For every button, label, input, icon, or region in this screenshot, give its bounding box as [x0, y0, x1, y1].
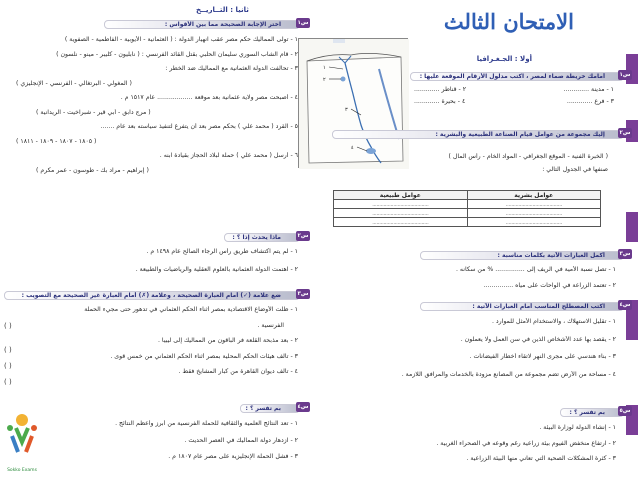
question-badge: س٥ [619, 408, 631, 414]
history-q4-item: ١ - تعد النتائج العلمية والثقافية للحملة الفرنسية من أبرز وأعظم النتائج . [115, 420, 298, 427]
q3-item: ٢ - تعتمد الزراعة في الواحات على مياه ............... [483, 281, 616, 289]
question-badge: س١ [297, 20, 309, 26]
q4-item: ٢ - يقصد بها عدد الأشخاص الذين في سن العمل ولا يعملون . [460, 335, 616, 343]
question-badge: س٤ [619, 302, 631, 308]
history-q3-item: ٢ - بعد مذبحة القلعة فر الباقون من المماليك إلى ليبيا . [158, 337, 298, 344]
question-bar: اختر الإجابة الصحيحة مما بين الأقواس : [104, 20, 300, 29]
map-label: ٢ [323, 77, 326, 83]
classification-table [333, 190, 601, 227]
map-label: ٣ [345, 107, 348, 113]
egypt-map-svg [299, 39, 409, 169]
history-q4-item: ٣ - فشل الحملة الإنجليزية على مصر عام ١٨٠٧ م . [168, 453, 298, 460]
history-q1-item: ( ١٨٠٥ - ١٨٠٧ - ١٨٠٩ - ١٨١١ ) [16, 137, 97, 145]
part2-heading: ثانيا : التــاريــخ [196, 6, 249, 14]
question-badge: س٣ [297, 291, 309, 297]
map-label: ١ [323, 65, 326, 71]
history-q4-items [44, 420, 298, 461]
logo-text: Sokko Exams [7, 468, 37, 473]
table-cell[interactable]: ........................................ [334, 209, 468, 218]
question-bar: أكمل العبارات الآتية بكلمات مناسبة : [420, 251, 624, 260]
part1-heading: أولا : الجـغـرافيا [476, 55, 532, 63]
q3-items [332, 266, 616, 289]
q4-item: ٤ - مساحة من الأرض تضم مجموعة من المصانع مزودة بالخدمات والمرافق اللازمة . [401, 370, 616, 378]
logo-icon [2, 408, 42, 464]
question-bar: ماذا يحدث إذا ؟ : [224, 233, 300, 242]
q3-item: ١ - تصل نسبة الأمية في الريف إلى ............... % من سكانه . [455, 266, 616, 273]
q2-line: ( الخبرة الفنية - الموقع الجغرافي - المواد الخام - رأس المال ) [448, 153, 608, 160]
table-header: عوامل بشرية [467, 191, 601, 200]
history-q2-item: ١ - لم يتم اكتشاف طريق رأس الرجاء الصالح عام ١٤٩٨ م . [146, 248, 298, 255]
history-q1-items [6, 36, 298, 174]
question-bar: إليك مجموعة من عوامل قيام الصناعة الطبيعية والبشرية : [332, 130, 624, 139]
q1-items [414, 86, 614, 105]
table-cell[interactable]: ........................................ [334, 218, 468, 227]
history-q1-item: ١ - تولى المماليك حكم مصر عقب انهيار الدولة : ( العثمانية - الأيوبية - الفاطمية - الصفوية ) [64, 36, 298, 43]
table-header: عوامل طبيعية [334, 191, 468, 200]
history-q1-item: ٦ - أرسل ( محمد علي ) حملة لبلاد الحجاز بقيادة ابنه . [159, 152, 298, 159]
question-bar: أمامك خريطة صماء لمصر ، اكتب مدلول الأرقام الموقعة عليها : [410, 72, 624, 81]
history-q1-item: ٣ - تحالفت الدولة العثمانية مع المماليك ضد الخطر : [165, 65, 298, 72]
table-cell[interactable]: ........................................ [467, 200, 601, 209]
q1-row: ١ - مدينة ............. ٢ - قناطر ............. [414, 86, 614, 93]
question-badge: س٢ [619, 130, 631, 136]
publisher-logo [2, 408, 42, 478]
history-q3-item: ٣ - تألف هيئات الحكم المحلية بمصر أثناء الحكم العثماني من خمس قوى . [110, 352, 298, 360]
history-q4-item: ٢ - ازدهار دولة المماليك في العصر الحديث . [184, 436, 298, 444]
answer-parens[interactable]: ( ) [4, 378, 12, 386]
q5-item: ٢ - ارتفاع منخفض الفيوم بيئة زراعية رغم وقوعه في الصحراء الغربية . [436, 439, 616, 447]
exam-title: الامتحان الثالث [443, 9, 574, 34]
question-bar: ضع علامة (✓) أمام العبارة الصحيحة ، وعلامة (✗) أمام العبارة غير الصحيحة مع التصويب : [4, 291, 300, 300]
question-badge: س٢ [297, 233, 309, 239]
history-q3-item: الفرنسية . [257, 321, 284, 329]
history-q3-item: ٤ - تألف ديوان القاهرة من كبار المشايخ فقط . [178, 368, 298, 375]
q4-items [332, 318, 616, 378]
answer-parens[interactable]: ( ) [4, 362, 12, 370]
q4-item: ٣ - بناء هندسي على مجرى النهر لاتقاء أخطار الفيضانات . [469, 353, 616, 360]
question-badge: س٣ [619, 251, 631, 257]
history-q2-item: ٢ - اهتمت الدولة العثمانية بالعلوم العقلية والرياضيات والطبيعة . [135, 265, 298, 273]
answer-parens[interactable]: ( ) [4, 322, 12, 330]
q2-instruction: صنفها في الجدول التالي : [542, 166, 608, 173]
q1-row: ٣ - فرع ............. ٤ - بحيرة ............. [414, 97, 614, 105]
question-bar: بم تفسر ؟ : [560, 408, 624, 417]
q5-item: ٣ - كثرة المشكلات الصحية التي تعاني منها البيئة الزراعية . [466, 455, 616, 462]
q5-item: ١ - إنشاء الدولة لوزارة البيئة . [539, 424, 616, 431]
q5-items [332, 424, 616, 463]
question-badge: س١ [619, 72, 631, 78]
history-q1-item: ( مرج دابق - أبي قير - شبراخيت - الريدانية ) [36, 108, 151, 116]
question-badge: س٤ [297, 404, 309, 410]
history-q1-item: ٥ - القرد ( محمد علي ) بحكم مصر بعد أن يتفرغ لتنفيذ سياسته بعد عام ....... [100, 123, 298, 130]
history-q3-items [24, 306, 298, 376]
egypt-map [298, 38, 408, 168]
map-label: ٤ [351, 145, 354, 151]
history-q3-item: ١ - ظلت الأوضاع الاقتصادية بمصر أثناء الحكم العثماني في تدهور حتى مجيء الحملة [84, 306, 298, 313]
side-strip [626, 212, 638, 242]
history-q1-item: ( المغولي - البرتغالي - الفرنسي - الإنجليزي ) [16, 79, 132, 87]
history-q1-item: ٤ - أصبحت مصر ولاية عثمانية بعد موقعة .................. عام ١٥١٧ م . [120, 94, 298, 101]
history-q1-item: ٢ - قام الشاب السوري سليمان الحلبي بقتل القائد الفرنسي : ( نابليون - كليبر - مينو - نلسون ) [56, 50, 298, 58]
history-q2-items [6, 248, 298, 273]
table-cell[interactable]: ........................................ [334, 200, 468, 209]
answer-parens[interactable]: ( ) [4, 346, 12, 354]
question-bar: اكتب المصطلح المناسب أمام العبارات الآتية : [420, 302, 624, 311]
table-cell[interactable]: ........................................ [467, 209, 601, 218]
question-bar: بم تفسر ؟ : [240, 404, 300, 413]
q4-item: ١ - تقليل الاستهلاك ، والاستخدام الأمثل للموارد . [491, 318, 616, 325]
table-cell[interactable]: ........................................ [467, 218, 601, 227]
history-q1-item: ( إبراهيم - مراد بك - طوسون - عمر مكرم ) [36, 166, 149, 174]
